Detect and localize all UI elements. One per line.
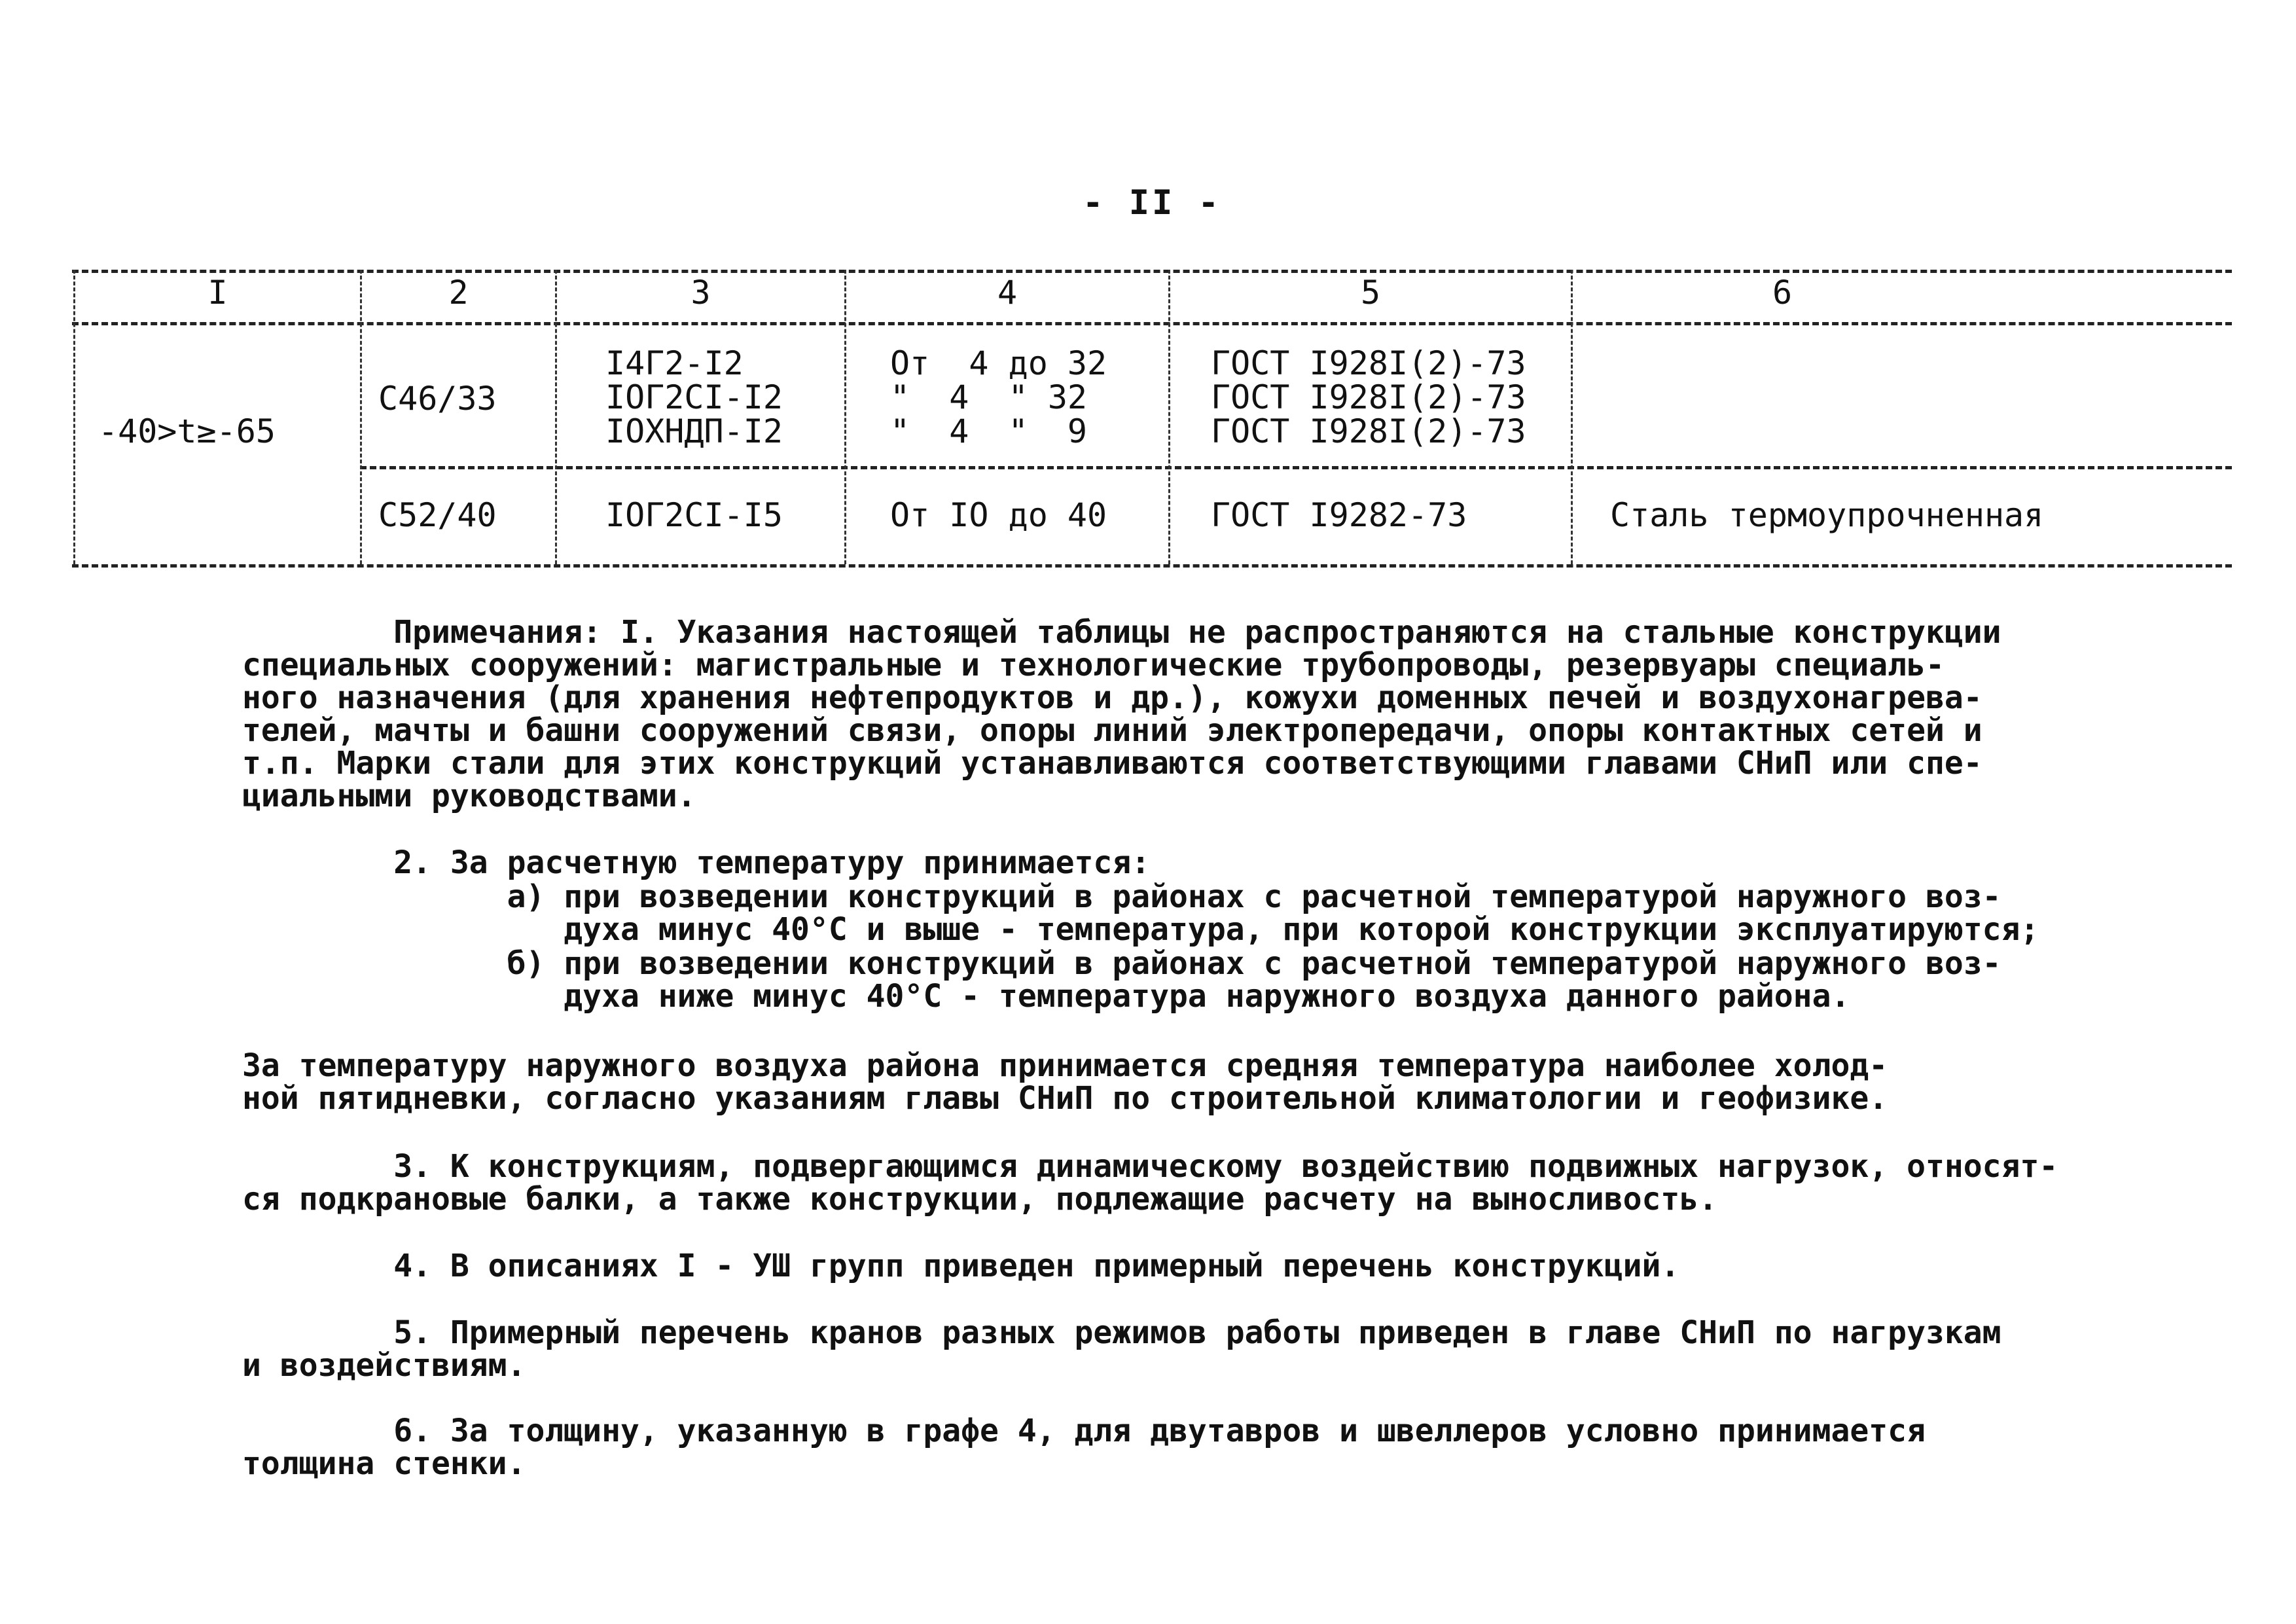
standard-cell: ГОСТ I928I(2)-73 [1211,412,1526,450]
note-line: специальных сооружений: магистральные и технологические трубопроводы, резервуары специаль- [242,647,1945,683]
table-header-cell: 5 [1360,274,1381,312]
note-line: б) при возведении конструкций в районах с расчетной температурой наружного воз- [242,945,2001,982]
steel-type-cell: IOГ2CI-I5 [605,496,783,534]
thickness-cell: " 4 " 9 [890,412,1088,450]
note-line: духа минус 40°С и выше - температура, при которой конструкции эксплуатируются; [242,911,2039,948]
note-line: 3. К конструкциям, подвергающимся динамическому воздействию подвижных нагрузок, относят- [242,1148,2058,1185]
note-line: и воздействиям. [242,1347,526,1384]
note-line: циальными руководствами. [242,778,696,814]
table-header-rule [72,322,2232,325]
note-line: За температуру наружного воздуха района принимается средняя температура наиболее холод- [242,1047,1888,1084]
note-line: ного назначения (для хранения нефтепродуктов и др.), кожухи доменных печей и воздухонагрева- [242,679,1982,716]
note-line: духа ниже минус 40°С - температура наружного воздуха данного района. [242,978,1850,1015]
thickness-cell: От IO до 40 [890,496,1107,534]
remarks-cell: Сталь термоупрочненная [1610,496,2044,534]
thickness-cell: От 4 до 32 [890,344,1107,382]
standard-cell: ГОСТ I9282-73 [1211,496,1467,534]
steel-type-cell: IOГ2CI-I2 [605,378,783,416]
note-line: ся подкрановые балки, а также конструкции, подлежащие расчету на выносливость. [242,1181,1718,1218]
table-col-rule [360,270,362,564]
table-col-rule [1571,270,1573,564]
note-line: 5. Примерный перечень кранов разных режимов работы приведен в главе СНиП по нагрузкам [242,1314,2001,1351]
steel-type-cell: IOXHДП-I2 [605,412,783,450]
steel-grade-cell: C52/40 [378,496,497,534]
note-line: 6. За толщину, указанную в графе 4, для двутавров и швеллеров условно принимается [242,1413,1926,1449]
table-col-rule [555,270,557,564]
table-header-cell: 6 [1772,274,1793,312]
table-row-divider [360,466,2232,469]
note-line: Примечания: I. Указания настоящей таблицы не распространяются на стальные конструкции [242,614,2001,651]
note-line: толщина стенки. [242,1445,526,1482]
table-col-rule [844,270,846,564]
table-col-rule [73,270,75,564]
standard-cell: ГОСТ I928I(2)-73 [1211,378,1526,416]
note-line: т.п. Марки стали для этих конструкций устанавливаются соответствующими главами СНиП или спе- [242,745,1982,782]
note-line: 2. За расчетную температуру принимается: [242,844,1151,881]
table-header-cell: 2 [448,274,469,312]
table-header-cell: 3 [691,274,711,312]
table-header-cell: 4 [997,274,1018,312]
thickness-cell: " 4 " 32 [890,378,1088,416]
steel-type-cell: I4Г2-I2 [605,344,744,382]
temperature-range-cell: -40>t≥-65 [98,412,276,450]
note-line: а) при возведении конструкций в районах с расчетной температурой наружного воз- [242,878,2001,915]
steel-grade-cell: C46/33 [378,380,497,418]
table-col-rule [1168,270,1170,564]
page-number: - II - [1083,183,1221,223]
table-top-rule [72,270,2232,273]
table-bottom-rule [72,564,2232,568]
note-line: телей, мачты и башни сооружений связи, опоры линий электропередачи, опоры контактных сетей и [242,712,1982,749]
note-line: 4. В описаниях I - УШ групп приведен примерный перечень конструкций. [242,1248,1680,1284]
standard-cell: ГОСТ I928I(2)-73 [1211,344,1526,382]
table-header-cell: I [207,274,228,312]
note-line: ной пятидневки, согласно указаниям главы СНиП по строительной климатологии и геофизике. [242,1080,1888,1117]
